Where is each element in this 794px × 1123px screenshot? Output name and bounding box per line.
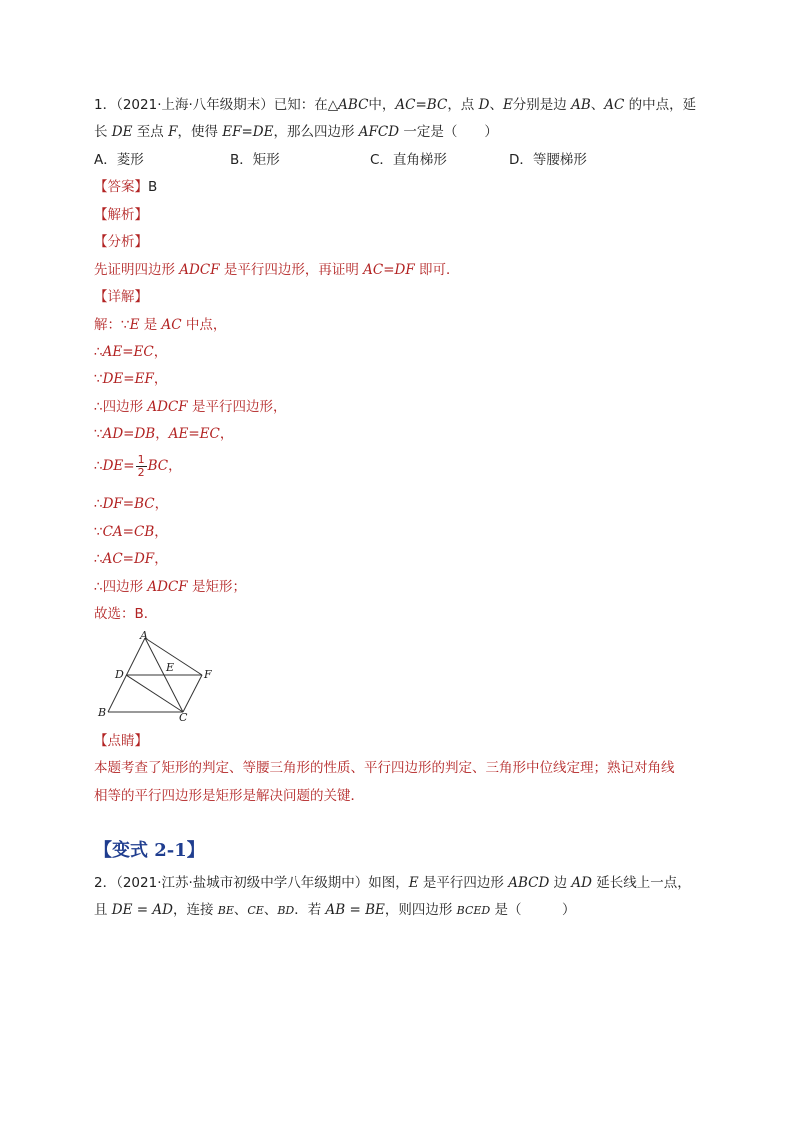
- section-heading: 【变式 2-1】: [94, 840, 205, 861]
- label-b: B: [98, 706, 107, 719]
- label-a: A: [140, 630, 148, 642]
- fenxi-tag: 【分析】: [94, 234, 148, 250]
- step-8: ∵CA=CB，: [94, 524, 168, 540]
- option-d: D．等腰梯形: [509, 152, 587, 168]
- step-4: ∴四边形 ADCF 是平行四边形，: [94, 399, 287, 415]
- segment-dc: [126, 675, 183, 712]
- step-11: 故选：B．: [94, 606, 158, 622]
- answer-tag: 【答案】: [94, 179, 148, 195]
- q1-stem-line2: 长 DE 至点 F，使得 EF=DE，那么四边形 AFCD 一定是（ ）: [94, 124, 498, 140]
- detail-tag: 【详解】: [94, 289, 148, 305]
- geometry-figure: [94, 630, 224, 722]
- option-b: B．矩形: [230, 152, 280, 168]
- answer-value: B: [148, 179, 158, 195]
- q2-stem-line1: 2．（2021·江苏·盐城市初级中学八年级期中）如图，E 是平行四边形 ABCD 边 AD 延长线上一点，: [94, 875, 691, 891]
- comment-line1: 本题考查了矩形的判定、等腰三角形的性质、平行四边形的判定、三角形中位线定理；熟记对角线: [94, 760, 675, 776]
- step-5: ∵AD=DB，AE=EC，: [94, 426, 234, 442]
- label-e: E: [166, 661, 175, 674]
- segment-fc: [183, 675, 202, 712]
- analysis-tag: 【解析】: [94, 207, 148, 223]
- step-7: ∴DF=BC，: [94, 496, 169, 512]
- step-9: ∴AC=DF，: [94, 551, 168, 567]
- fenxi-text: 先证明四边形 ADCF 是平行四边形，再证明 AC=DF 即可．: [94, 262, 460, 278]
- label-c: C: [179, 711, 188, 722]
- q2-stem-line2: 且 DE = AD，连接 BE、CE、BD．若 AB = BE，则四边形 BCED 是（ ）: [94, 902, 576, 918]
- q1-stem-line1: 1．（2021·上海·八年级期末）已知：在△ABC中，AC=BC，点 D、E分别是边 AB、AC 的中点，延: [94, 97, 697, 113]
- comment-tag: 【点睛】: [94, 733, 148, 749]
- step-2: ∴AE=EC，: [94, 344, 168, 360]
- fraction-one-half: $\frac{1}{2}$: [137, 452, 145, 479]
- step-10: ∴四边形 ADCF 是矩形；: [94, 579, 246, 595]
- option-c: C．直角梯形: [370, 152, 447, 168]
- step-6: ∴DE= $\frac{1}{2}$ BC，: [94, 452, 182, 479]
- label-d: D: [115, 668, 124, 681]
- option-a: A．菱形: [94, 152, 144, 168]
- comment-line2: 相等的平行四边形是矩形是解决问题的关键．: [94, 788, 364, 804]
- step-1: 解：∵E 是 AC 中点，: [94, 317, 227, 333]
- step-3: ∵DE=EF，: [94, 371, 168, 387]
- label-f: F: [204, 668, 212, 681]
- answer-line: [94, 177, 157, 197]
